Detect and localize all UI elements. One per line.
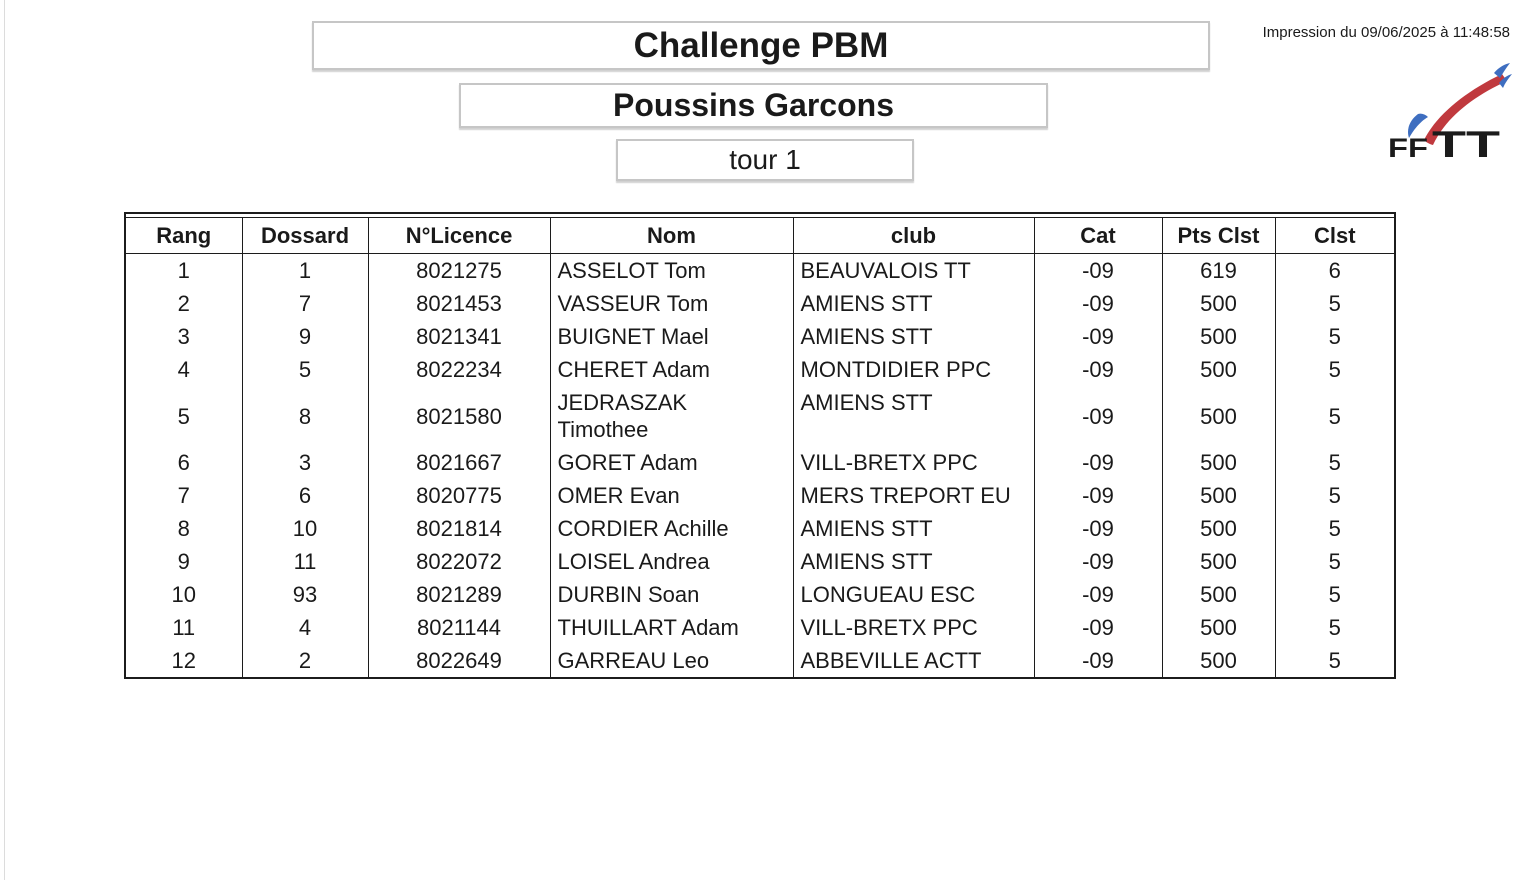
cell-club: VILL-BRETX PPC: [793, 611, 1034, 644]
cell-clst: 6: [1275, 254, 1394, 288]
cell-licence: 8020775: [368, 479, 550, 512]
cell-clst: 5: [1275, 446, 1394, 479]
cell-cat: -09: [1034, 254, 1162, 288]
cell-rang: 1: [177, 258, 190, 283]
cell-pts-clst: 500: [1162, 644, 1275, 677]
cell-pts-clst: 500: [1162, 512, 1275, 545]
column-header-dossard: Dossard: [242, 218, 368, 254]
cell-clst: 5: [1275, 287, 1394, 320]
cell-club: AMIENS STT: [793, 320, 1034, 353]
cell-licence: 8021144: [368, 611, 550, 644]
cell-dossard: 3: [242, 446, 368, 479]
table-row: [126, 254, 1394, 288]
cell-licence: 8022234: [368, 353, 550, 386]
header-row: [126, 218, 1394, 254]
cell-club: AMIENS STT: [793, 386, 1034, 446]
results-table-head: [126, 218, 1394, 254]
cell-rang: 4: [177, 357, 190, 382]
cell-rang: 5: [177, 403, 190, 429]
cell-clst: 5: [1275, 611, 1394, 644]
column-header-nom: Nom: [550, 218, 793, 254]
results-table-body: [126, 254, 1394, 678]
cell-cat: -09: [1034, 353, 1162, 386]
column-header-licence: N°Licence: [368, 218, 550, 254]
cell-dossard: 5: [242, 353, 368, 386]
cell-rang: 9: [177, 549, 190, 574]
cell-nom: JEDRASZAK Timothee: [550, 386, 793, 446]
column-header-club: club: [793, 218, 1034, 254]
cell-club: LONGUEAU ESC: [793, 578, 1034, 611]
table-row: [126, 644, 1394, 677]
cell-licence: 8021667: [368, 446, 550, 479]
cell-cat: -09: [1034, 644, 1162, 677]
column-header-pts-clst: Pts Clst: [1162, 218, 1275, 254]
cell-nom: CHERET Adam: [550, 353, 793, 386]
cell-clst: 5: [1275, 512, 1394, 545]
cell-dossard: 10: [242, 512, 368, 545]
cell-dossard: 1: [242, 254, 368, 288]
cell-nom: VASSEUR Tom: [550, 287, 793, 320]
table-row: [126, 386, 1394, 446]
title-box-main: [312, 21, 1210, 70]
page-title: Challenge PBM: [633, 25, 889, 65]
cell-cat: -09: [1034, 386, 1162, 446]
cell-pts-clst: 500: [1162, 479, 1275, 512]
table-row: [126, 545, 1394, 578]
cell-licence: 8021289: [368, 578, 550, 611]
cell-cat: -09: [1034, 287, 1162, 320]
cell-club: MONTDIDIER PPC: [793, 353, 1034, 386]
cell-licence: 8021275: [368, 254, 550, 288]
cell-pts-clst: 500: [1162, 320, 1275, 353]
category-title: Poussins Garcons: [613, 87, 894, 123]
cell-clst: 5: [1275, 479, 1394, 512]
cell-nom: GARREAU Leo: [550, 644, 793, 677]
cell-dossard: 4: [242, 611, 368, 644]
cell-nom: CORDIER Achille: [550, 512, 793, 545]
results-table: [126, 217, 1394, 677]
cell-cat: -09: [1034, 512, 1162, 545]
cell-clst: 5: [1275, 578, 1394, 611]
cell-clst: 5: [1275, 353, 1394, 386]
cell-licence: 8022649: [368, 644, 550, 677]
table-row: [126, 479, 1394, 512]
column-header-cat: Cat: [1034, 218, 1162, 254]
column-header-rang: Rang: [126, 218, 242, 254]
cell-club: VILL-BRETX PPC: [793, 446, 1034, 479]
results-table-container: [124, 212, 1396, 679]
cell-rang: 8: [177, 516, 190, 541]
cell-club: BEAUVALOIS TT: [793, 254, 1034, 288]
cell-licence: 8021453: [368, 287, 550, 320]
fftt-logo: [1376, 62, 1514, 166]
table-row: [126, 578, 1394, 611]
cell-club: ABBEVILLE ACTT: [793, 644, 1034, 677]
column-header-clst: Clst: [1275, 218, 1394, 254]
cell-nom: GORET Adam: [550, 446, 793, 479]
cell-licence: 8021580: [368, 386, 550, 446]
cell-pts-clst: 619: [1162, 254, 1275, 288]
cell-licence: 8022072: [368, 545, 550, 578]
cell-dossard: 8: [242, 386, 368, 446]
cell-cat: -09: [1034, 320, 1162, 353]
cell-cat: -09: [1034, 578, 1162, 611]
cell-rang: 7: [177, 483, 190, 508]
cell-pts-clst: 500: [1162, 545, 1275, 578]
cell-nom: DURBIN Soan: [550, 578, 793, 611]
cell-clst: 5: [1275, 545, 1394, 578]
cell-clst: 5: [1275, 386, 1394, 446]
cell-dossard: 9: [242, 320, 368, 353]
cell-rang: 10: [171, 582, 196, 607]
cell-pts-clst: 500: [1162, 386, 1275, 446]
cell-pts-clst: 500: [1162, 287, 1275, 320]
title-box-round: [616, 139, 914, 181]
cell-rang: 2: [177, 291, 190, 316]
cell-cat: -09: [1034, 545, 1162, 578]
print-timestamp: Impression du 09/06/2025 à 11:48:58: [1262, 24, 1510, 41]
cell-licence: 8021341: [368, 320, 550, 353]
cell-nom: LOISEL Andrea: [550, 545, 793, 578]
cell-pts-clst: 500: [1162, 578, 1275, 611]
page-edge-divider: [4, 0, 5, 880]
cell-cat: -09: [1034, 611, 1162, 644]
title-box-category: [459, 83, 1048, 128]
cell-pts-clst: 500: [1162, 353, 1275, 386]
cell-dossard: 7: [242, 287, 368, 320]
cell-licence: 8021814: [368, 512, 550, 545]
cell-dossard: 11: [242, 545, 368, 578]
cell-rang: 11: [172, 615, 196, 640]
cell-pts-clst: 500: [1162, 611, 1275, 644]
logo-text-small: FF: [1388, 133, 1428, 163]
table-row: [126, 611, 1394, 644]
cell-rang: 6: [177, 450, 190, 475]
cell-dossard: 6: [242, 479, 368, 512]
cell-dossard: 2: [242, 644, 368, 677]
cell-cat: -09: [1034, 446, 1162, 479]
cell-nom: ASSELOT Tom: [550, 254, 793, 288]
logo-text-large: TT: [1432, 124, 1501, 165]
table-row: [126, 512, 1394, 545]
cell-nom: THUILLART Adam: [550, 611, 793, 644]
cell-club: AMIENS STT: [793, 545, 1034, 578]
cell-club: AMIENS STT: [793, 512, 1034, 545]
cell-nom: BUIGNET Mael: [550, 320, 793, 353]
cell-clst: 5: [1275, 644, 1394, 677]
cell-clst: 5: [1275, 320, 1394, 353]
cell-rang: 3: [177, 324, 190, 349]
table-row: [126, 287, 1394, 320]
table-row: [126, 353, 1394, 386]
table-row: [126, 446, 1394, 479]
cell-cat: -09: [1034, 479, 1162, 512]
cell-club: MERS TREPORT EU: [793, 479, 1034, 512]
cell-club: AMIENS STT: [793, 287, 1034, 320]
cell-nom: OMER Evan: [550, 479, 793, 512]
cell-pts-clst: 500: [1162, 446, 1275, 479]
round-title: tour 1: [729, 144, 801, 175]
cell-dossard: 93: [242, 578, 368, 611]
table-row: [126, 320, 1394, 353]
cell-rang: 12: [171, 648, 196, 673]
